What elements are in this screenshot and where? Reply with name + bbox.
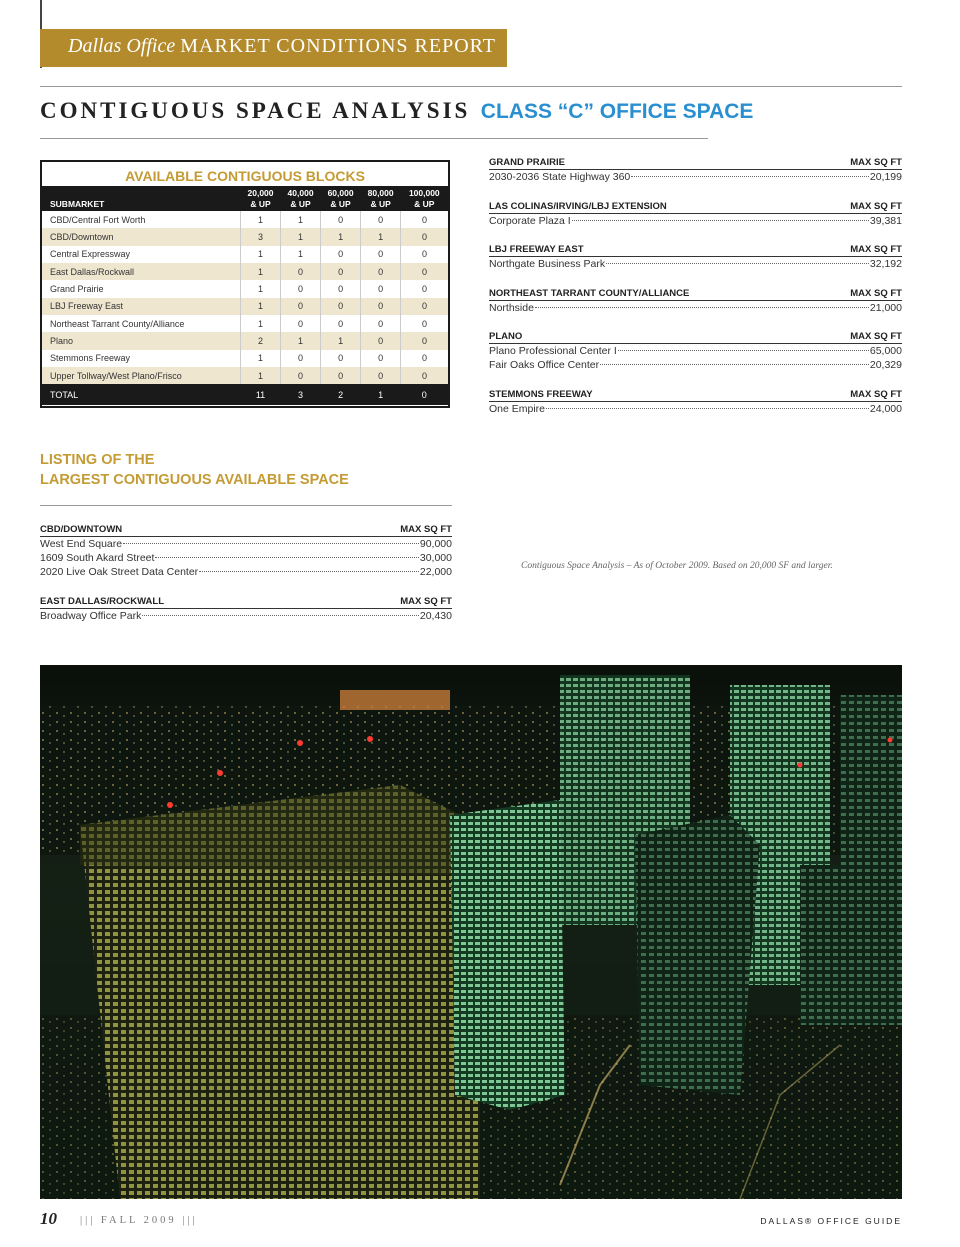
listing-item (489, 301, 902, 315)
column-header: 80,000 & UP (367, 188, 394, 209)
block-count-cell: 1 (241, 298, 281, 315)
max-sqft-label: MAX SQ FT (850, 244, 902, 255)
page-number: 10 (40, 1209, 57, 1228)
block-count-cell: 0 (321, 298, 361, 315)
max-sqft-value: 20,199 (869, 171, 902, 183)
table-header-row (42, 186, 448, 211)
property-name: 2030-2036 State Highway 360 (489, 171, 631, 183)
property-name: One Empire (489, 403, 546, 415)
submarket-header: SUBMARKET (50, 199, 105, 209)
block-count-cell: 1 (241, 246, 281, 263)
listing-group (40, 596, 452, 623)
group-name: CBD/DOWNTOWN (40, 524, 123, 535)
listing-group (489, 389, 902, 416)
block-count-cell: 1 (241, 315, 281, 332)
page-title-left: CONTIGUOUS SPACE ANALYSIS (40, 98, 471, 123)
property-name: Northgate Business Park (489, 258, 606, 270)
group-name: LBJ FREEWAY EAST (489, 244, 584, 255)
group-name: STEMMONS FREEWAY (489, 389, 593, 400)
max-sqft-label: MAX SQ FT (850, 389, 902, 400)
max-sqft-value: 32,192 (869, 258, 902, 270)
listing-group (40, 524, 452, 579)
property-name: Plano Professional Center I (489, 345, 617, 357)
block-count-cell: 0 (422, 301, 428, 312)
block-count-cell: 0 (361, 298, 401, 315)
block-count-cell: 0 (422, 214, 428, 225)
block-count-cell: 1 (361, 228, 401, 245)
table-row (42, 332, 448, 349)
analysis-note: Contiguous Space Analysis – As of October 2009. Based on 20,000 SF and larger. (521, 561, 833, 571)
block-count-cell: 3 (241, 228, 281, 245)
block-count-cell: 0 (422, 232, 428, 243)
report-banner (40, 29, 507, 67)
block-count-cell: 0 (361, 332, 401, 349)
block-count-cell: 0 (361, 280, 401, 297)
table-row (42, 367, 448, 384)
listing-item (489, 402, 902, 416)
title-rule (40, 138, 708, 139)
dot-leader (572, 220, 869, 221)
max-sqft-label: MAX SQ FT (400, 524, 452, 535)
block-count-cell: 1 (281, 332, 321, 349)
max-sqft-value: 39,381 (869, 215, 902, 227)
submarket-name: CBD/Downtown (42, 228, 241, 245)
max-sqft-label: MAX SQ FT (400, 596, 452, 607)
table-total-row (42, 384, 448, 405)
group-name: GRAND PRAIRIE (489, 157, 566, 168)
group-header (489, 389, 902, 402)
block-count-cell: 1 (321, 228, 361, 245)
page-title-right: CLASS “C” OFFICE SPACE (480, 100, 754, 123)
submarket-name: Grand Prairie (42, 280, 241, 297)
page-title (40, 98, 753, 124)
block-count-cell: 0 (422, 353, 428, 364)
dot-leader (123, 543, 419, 544)
dot-leader (142, 615, 419, 616)
listing-heading (40, 450, 349, 490)
group-header (489, 201, 902, 214)
property-name: Corporate Plaza I (489, 215, 571, 227)
blocks-table (42, 186, 448, 405)
header-rule (40, 86, 902, 87)
listing-group (489, 331, 902, 372)
block-count-cell: 0 (281, 350, 321, 367)
max-sqft-value: 65,000 (869, 345, 902, 357)
banner-title (68, 35, 496, 58)
block-count-cell: 0 (321, 246, 361, 263)
max-sqft-label: MAX SQ FT (850, 157, 902, 168)
listing-item (489, 344, 902, 358)
block-count-cell: 0 (361, 263, 401, 280)
column-header: 20,000 & UP (247, 188, 274, 209)
issue-label: ||| FALL 2009 ||| (80, 1215, 198, 1226)
block-count-cell: 0 (321, 367, 361, 384)
group-name: NORTHEAST TARRANT COUNTY/ALLIANCE (489, 288, 690, 299)
total-cell: 1 (361, 384, 401, 405)
column-header: 60,000 & UP (327, 188, 354, 209)
listing-item (40, 551, 452, 565)
listing-group (489, 201, 902, 228)
block-count-cell: 1 (281, 211, 321, 228)
group-header (40, 524, 452, 537)
total-label: TOTAL (42, 384, 241, 405)
max-sqft-value: 30,000 (419, 552, 452, 564)
max-sqft-value: 24,000 (869, 403, 902, 415)
max-sqft-label: MAX SQ FT (850, 331, 902, 342)
max-sqft-label: MAX SQ FT (850, 201, 902, 212)
block-count-cell: 0 (422, 249, 428, 260)
group-name: LAS COLINAS/IRVING/LBJ EXTENSION (489, 201, 667, 212)
block-count-cell: 0 (281, 298, 321, 315)
table-row (42, 315, 448, 332)
max-sqft-value: 21,000 (869, 302, 902, 314)
table-row (42, 298, 448, 315)
block-count-cell: 0 (361, 350, 401, 367)
dot-leader (535, 307, 869, 308)
listing-item (489, 358, 902, 372)
block-count-cell: 1 (241, 367, 281, 384)
dot-leader (546, 408, 869, 409)
block-count-cell: 0 (422, 336, 428, 347)
submarket-name: Plano (42, 332, 241, 349)
table-row (42, 228, 448, 245)
submarket-name: Upper Tollway/West Plano/Frisco (42, 367, 241, 384)
block-count-cell: 1 (241, 280, 281, 297)
submarket-name: LBJ Freeway East (42, 298, 241, 315)
block-count-cell: 0 (422, 318, 428, 329)
listing-item (40, 565, 452, 579)
table-title: AVAILABLE CONTIGUOUS BLOCKS (125, 168, 365, 184)
block-count-cell: 0 (361, 315, 401, 332)
block-count-cell: 0 (422, 266, 428, 277)
banner-italic: Dallas Office (68, 35, 176, 57)
group-header (489, 157, 902, 170)
block-count-cell: 0 (321, 280, 361, 297)
block-count-cell: 0 (422, 370, 428, 381)
group-header (40, 596, 452, 609)
group-name: EAST DALLAS/ROCKWALL (40, 596, 165, 607)
property-name: 2020 Live Oak Street Data Center (40, 566, 199, 578)
listing-group (489, 244, 902, 271)
dot-leader (199, 571, 419, 572)
total-cell: 2 (321, 384, 361, 405)
table-row (42, 263, 448, 280)
block-count-cell: 0 (321, 350, 361, 367)
max-sqft-value: 90,000 (419, 538, 452, 550)
group-header (489, 331, 902, 344)
block-count-cell: 1 (281, 246, 321, 263)
block-count-cell: 1 (281, 228, 321, 245)
property-name: West End Square (40, 538, 123, 550)
listing-item (40, 537, 452, 551)
listing-group (489, 288, 902, 315)
total-cell: 0 (401, 384, 448, 405)
block-count-cell: 0 (361, 211, 401, 228)
max-sqft-value: 20,329 (869, 359, 902, 371)
table-row (42, 280, 448, 297)
group-name: PLANO (489, 331, 523, 342)
group-header (489, 288, 902, 301)
property-name: Fair Oaks Office Center (489, 359, 600, 371)
block-count-cell: 0 (281, 263, 321, 280)
contiguous-blocks-table (40, 160, 450, 408)
block-count-cell: 0 (321, 211, 361, 228)
table-row (42, 211, 448, 228)
block-count-cell: 1 (241, 263, 281, 280)
block-count-cell: 0 (422, 284, 428, 295)
dallas-skyline-photo (40, 665, 902, 1199)
total-cell: 11 (241, 384, 281, 405)
block-count-cell: 1 (241, 211, 281, 228)
block-count-cell: 1 (321, 332, 361, 349)
listing-heading-line1: LISTING OF THE (40, 452, 155, 468)
block-count-cell: 1 (241, 350, 281, 367)
property-name: 1609 South Akard Street (40, 552, 155, 564)
listing-item (489, 170, 902, 184)
table-row (42, 246, 448, 263)
column-header: 40,000 & UP (287, 188, 314, 209)
listing-heading-line2: LARGEST CONTIGUOUS AVAILABLE SPACE (40, 472, 349, 488)
block-count-cell: 0 (281, 280, 321, 297)
property-name: Broadway Office Park (40, 610, 142, 622)
submarket-name: East Dallas/Rockwall (42, 263, 241, 280)
total-cell: 3 (281, 384, 321, 405)
max-sqft-label: MAX SQ FT (850, 288, 902, 299)
block-count-cell: 0 (321, 263, 361, 280)
dot-leader (606, 263, 869, 264)
submarket-name: Northeast Tarrant County/Alliance (42, 315, 241, 332)
property-name: Northside (489, 302, 534, 314)
block-count-cell: 0 (361, 246, 401, 263)
skyline-illustration (40, 665, 902, 1199)
table-row (42, 350, 448, 367)
column-header: 100,000 & UP (408, 188, 440, 209)
group-header (489, 244, 902, 257)
dot-leader (618, 350, 869, 351)
listing-rule (40, 505, 452, 506)
block-count-cell: 2 (241, 332, 281, 349)
listing-group (489, 157, 902, 184)
listing-item (40, 609, 452, 623)
dot-leader (631, 176, 869, 177)
block-count-cell: 0 (281, 367, 321, 384)
submarket-name: CBD/Central Fort Worth (42, 211, 241, 228)
banner-caps: MARKET CONDITIONS REPORT (180, 35, 496, 57)
block-count-cell: 0 (281, 315, 321, 332)
listing-item (489, 257, 902, 271)
guide-label: DALLAS® OFFICE GUIDE (760, 1216, 902, 1226)
submarket-name: Central Expressway (42, 246, 241, 263)
dot-leader (155, 557, 418, 558)
dot-leader (600, 364, 869, 365)
max-sqft-value: 20,430 (419, 610, 452, 622)
block-count-cell: 0 (361, 367, 401, 384)
block-count-cell: 0 (321, 315, 361, 332)
listing-item (489, 214, 902, 228)
submarket-name: Stemmons Freeway (42, 350, 241, 367)
max-sqft-value: 22,000 (419, 566, 452, 578)
